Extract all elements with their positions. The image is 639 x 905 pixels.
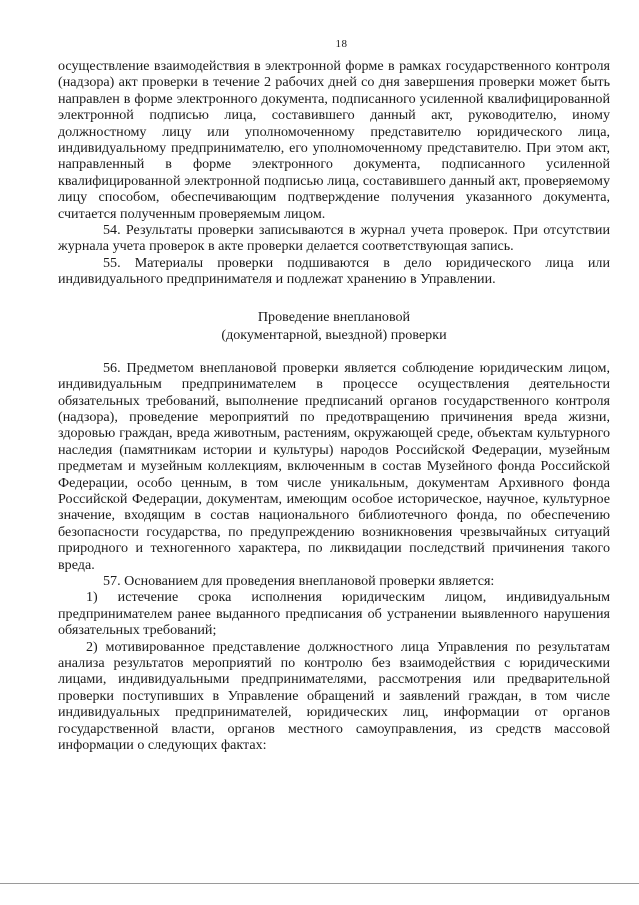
section-heading [58, 308, 610, 344]
paragraph-55: 55. Материалы проверки подшиваются в дело юридического лица или индивидуального предпринимателя и подлежат хранению в Управлении. [58, 254, 610, 288]
paragraph-57-item-2: 2) мотивированное представление должностного лица Управления по результатам анализа результатов мероприятий по контролю без взаимодействия с юридическими лицами, индивидуальными предпринимателями, рассмотрения или предварительной проверки поступивших в Управление обращений и заявлений граждан, в том числе индивидуальных предпринимателей, юридических лиц, информации от органов государственной власти, органов местного самоуправления, из средств массовой информации о следующих фактах: [58, 638, 610, 754]
paragraph-57-item-1: 1) истечение срока исполнения юридическим лицом, индивидуальным предпринимателем ранее выданного предписания об устранении выявленного нарушения обязательных требований; [58, 589, 610, 639]
footer-rule [0, 883, 639, 884]
paragraph-56: 56. Предметом внеплановой проверки является соблюдение юридическим лицом, индивидуальным предпринимателем в процессе осуществления деятельности обязательных требований, выполнение предписаний органов государственного контроля (надзора), проведение мероприятий по предотвращению причинения вреда жизни, здоровью граждан, вреда животным, растениям, окружающей среде, объектам культурного наследия (памятникам истории и культуры) народов Российской Федерации, музейным предметам и музейным коллекциям, включенным в состав Музейного фонда Российской Федерации, особо ценным, в том числе уникальным, документам Архивного фонда Российской Федерации, документам, имеющим особое историческое, научное, культурное значение, входящим в состав национального библиотечного фонда, по обеспечению безопасности государства, по предупреждению возникновения чрезвычайных ситуаций природного и техногенного характера, по ликвидации последствий причинения такого вреда. [58, 359, 610, 573]
paragraph-continuation: осуществление взаимодействия в электронной форме в рамках государственного контроля (надзора) акт проверки в течение 2 рабочих дней со дня завершения проверки может быть направлен в форме электронного документа, подписанного усиленной квалифицированной электронной подписью лица, составившего данный акт, руководителю, иному должностному лицу или уполномоченному представителю юридического лица, индивидуальному предпринимателю, его уполномоченному представителю. При этом акт, направленный в форме электронного документа, подписанного усиленной квалифицированной электронной подписью лица, составившего данный акт, проверяемому лицу способом, обеспечивающим подтверждение получения указанного документа, считается полученным проверяемым лицом. [58, 58, 610, 222]
section-heading-line-1: Проведение внеплановой [257, 308, 411, 325]
paragraph-57: 57. Основанием для проведения внеплановой проверки является: [103, 572, 495, 589]
page-number: 18 [335, 38, 348, 50]
document-body [58, 58, 610, 753]
section-heading-line-2: (документарной, выездной) проверки [221, 326, 447, 343]
paragraph-54: 54. Результаты проверки записываются в журнал учета проверок. При отсутствии журнала учета проверок в акте проверки делается соответствующая запись. [58, 222, 610, 255]
